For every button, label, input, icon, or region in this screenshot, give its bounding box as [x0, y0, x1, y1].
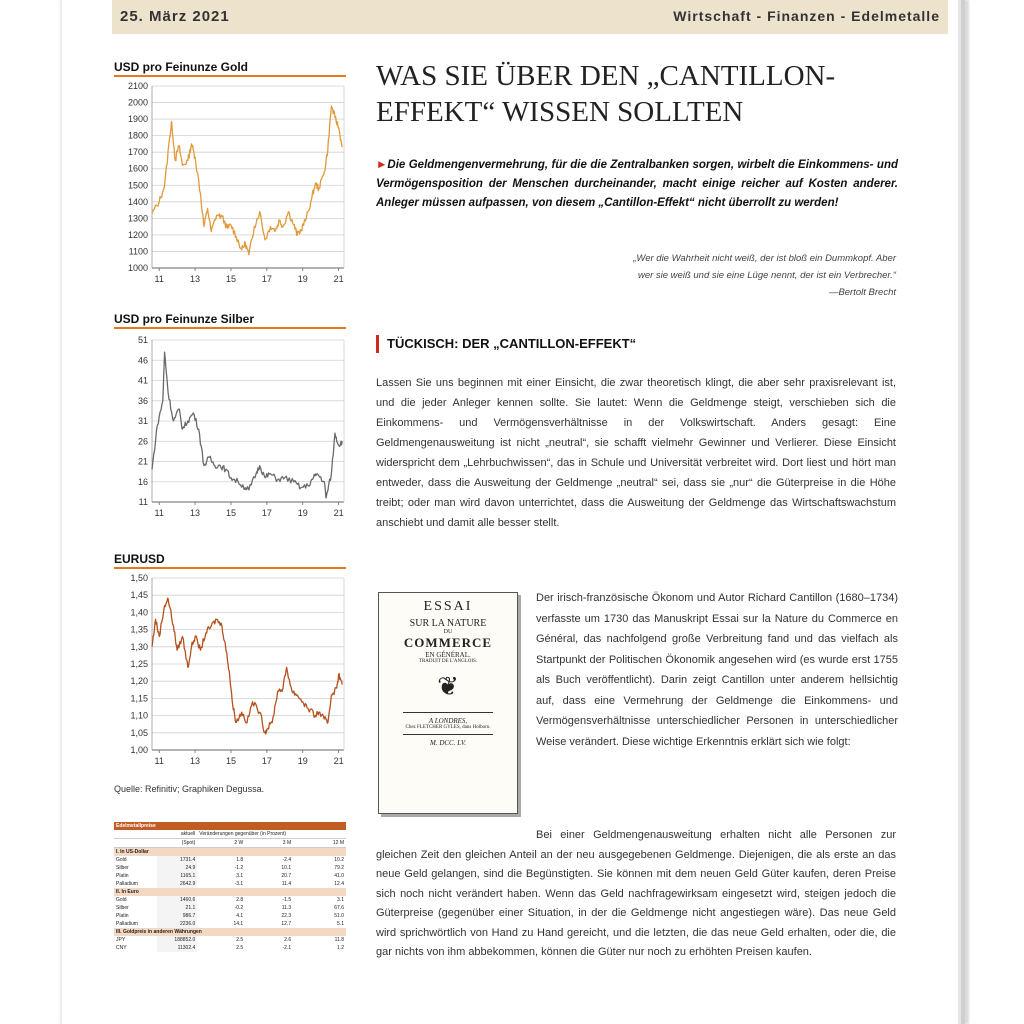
y-tick-label: 1000	[127, 263, 148, 273]
table-cell: 2.5	[236, 937, 244, 943]
y-tick-label: 1500	[127, 180, 148, 191]
y-tick-label: 1,10	[130, 710, 148, 721]
table-row	[114, 920, 346, 928]
y-tick-label: 1,25	[130, 659, 148, 669]
book-line: M. DCC. LV.	[430, 739, 466, 747]
lead-arrow-icon: ►	[376, 159, 388, 171]
table-cell: 5.1	[337, 921, 344, 927]
table-row-label: Platin	[116, 913, 129, 919]
eurusd-chart-title: EURUSD	[114, 552, 346, 569]
book-line: DU	[443, 629, 453, 635]
table-row	[114, 904, 346, 912]
table-cell: -2.1	[282, 945, 292, 951]
chart-source: Quelle: Refinitiv; Graphiken Degussa.	[114, 784, 265, 794]
y-tick-label: 1600	[127, 163, 148, 174]
book-line: A LONDRES,	[428, 717, 468, 725]
x-tick-label: 21	[333, 274, 344, 284]
y-tick-label: 1200	[127, 229, 148, 240]
book-line: TRADUIT DE L'ANGLOIS.	[418, 659, 478, 664]
table-cell: 41.0	[334, 873, 344, 879]
x-tick-label: 15	[225, 274, 236, 284]
y-tick-label: 1,30	[130, 641, 148, 652]
y-tick-label: 31	[137, 416, 148, 426]
book-line: Chez FLETCHER GYLES, dans Holborn.	[405, 725, 491, 730]
x-tick-label: 19	[297, 274, 308, 284]
article-title-line: WAS SIE ÜBER DEN „CANTILLON-	[376, 60, 836, 92]
x-tick-label: 17	[261, 756, 272, 766]
table-cell: 11.8	[334, 937, 344, 943]
table-cell: -3.1	[234, 881, 244, 887]
table-cell: 12.4	[334, 881, 344, 887]
book-ornament-icon: ❦	[437, 672, 459, 701]
page-header	[112, 0, 948, 34]
x-tick-label: 11	[154, 756, 164, 766]
y-tick-label: 1,05	[130, 727, 148, 738]
table-cell: 2236.0	[157, 920, 198, 928]
paragraph-2: Der irisch-französische Ökonom und Autor Richard Cantillon (1680–1734) verfasste um 1730 das Manuskript Essai sur la Nature du Commerce en Général, das nachfolgend große Verbreitung fand und das vielfach als Startpunkt der Politischen Ökonomik angesehen wird (es wurde erst 1755 als Buch veröffentlicht). Darin zeigt Cantillon unter anderem hellsichtig auf, dass eine Vermehrung der Geldmenge die Einkommens- und Vermögensverhältnisse unterschiedlicher Personen in unterschiedlicher Weise verändert. Diese wichtige Erkenntnis erklärt sich wie folgt:	[536, 592, 898, 748]
x-tick-label: 13	[190, 508, 201, 518]
table-row	[114, 872, 346, 880]
table-row	[114, 944, 346, 952]
article-title	[376, 58, 896, 130]
table-cell: 1165.1	[157, 872, 198, 880]
quote-line: „Wer die Wahrheit nicht weiß, der ist bloß ein Dummkopf. Aber	[633, 253, 896, 264]
y-tick-label: 2100	[127, 81, 148, 91]
table-cell: 1.8	[236, 857, 244, 863]
table-row-label: Palladium	[116, 921, 138, 927]
header-section: Wirtschaft - Finanzen - Edelmetalle	[673, 8, 940, 24]
article-lead	[376, 156, 898, 213]
silver-chart-svg	[112, 334, 352, 524]
book-line: SUR LA NATURE	[409, 618, 487, 629]
y-tick-label: 2000	[127, 97, 148, 108]
table-sub-header: 3 M	[245, 839, 293, 848]
metals-table	[114, 822, 346, 952]
table-col-header: aktuell	[157, 830, 198, 839]
table-row-label: Platin	[116, 873, 129, 879]
table-cell: 79.2	[334, 865, 344, 871]
table-cell: 3.1	[236, 873, 244, 879]
y-tick-label: 51	[137, 335, 148, 345]
x-tick-label: 21	[333, 508, 344, 518]
table-cell: -1.5	[282, 897, 292, 903]
gold-chart	[112, 80, 352, 290]
y-tick-label: 1,50	[130, 573, 148, 583]
table-cell: 11302.4	[157, 944, 198, 952]
x-tick-label: 17	[261, 508, 272, 518]
silver-chart	[112, 334, 352, 524]
lead-text: Die Geldmengenvermehrung, für die die Zentralbanken sorgen, wirbelt die Einkommens- und Vermögensposition der Menschen durcheinander, macht einige reicher auf Kosten anderer. Anleger müssen aufpassen, von diesem „Cantillon-Effekt“ nicht überrollt zu werden!	[376, 159, 898, 209]
table-row	[114, 896, 346, 904]
table-cell: 22.3	[281, 913, 292, 919]
x-tick-label: 21	[333, 756, 344, 766]
y-tick-label: 1,00	[130, 745, 148, 755]
table-cell: 1.2	[337, 945, 344, 951]
x-tick-label: 13	[190, 274, 201, 284]
table-cell: 3.1	[337, 897, 344, 903]
x-tick-label: 17	[261, 274, 272, 284]
book-line: EN GÉNÉRAL.	[425, 651, 471, 659]
table-cell: 24.9	[157, 864, 198, 872]
y-tick-label: 1300	[127, 213, 148, 224]
table-cell: 188852.0	[157, 936, 198, 944]
table-row	[114, 936, 346, 944]
table-title: Edelmetallpreise	[114, 822, 346, 830]
x-tick-label: 11	[154, 508, 164, 518]
y-tick-label: 36	[137, 395, 148, 406]
table-row	[114, 880, 346, 888]
y-tick-label: 1900	[127, 114, 148, 125]
article-title-line: EFFEKT“ WISSEN SOLLTEN	[376, 96, 744, 128]
table-cell: 10.2	[334, 857, 344, 863]
y-tick-label: 1400	[127, 196, 148, 207]
header-date: 25. März 2021	[120, 8, 230, 25]
table-row-label: Silber	[116, 905, 129, 911]
table-sub-header: 2 W	[197, 839, 245, 848]
table-cell: 2.5	[236, 945, 244, 951]
epigraph-quote	[492, 250, 896, 301]
table-row	[114, 856, 346, 864]
table-cell: 986.7	[157, 912, 198, 920]
table-cell: 2.8	[236, 897, 244, 903]
y-tick-label: 1100	[128, 246, 148, 257]
book-line: COMMERCE	[403, 635, 493, 650]
table-row-label: Gold	[116, 857, 127, 863]
x-tick-label: 13	[190, 756, 201, 766]
series-line	[152, 598, 342, 734]
table-row-label: JPY	[116, 937, 126, 943]
quote-author: —Bertolt Brecht	[828, 287, 896, 298]
page-sheet	[62, 0, 958, 1024]
table-cell: 2.6	[284, 937, 292, 943]
book-title: ESSAI	[423, 599, 473, 614]
paragraph-3: Bei einer Geldmengenausweitung erhalten nicht alle Personen zur gleichen Zeit den gleichen Anteil an der neu ausgegebenen Geldmenge. Diejenigen, die als erste an das neue Geld gelangen, sind die Begünstigten. Sie können mit dem neuen Geld Güter kaufen, deren Preise sich noch nicht verändert haben. Wenn das Geld nachfragewirksam eingesetzt wird, steigen jedoch die Güterpreise (gegenüber einer Situation, in der die Geldmenge nicht angestiegen wäre). Das neue Geld wird sprichwörtlich von Hand zu Hand gereicht, und die letzten, die das neue Geld erhalten, oder die, die gar nichts von ihm abbekommen, können die Güter nur noch zu erhöhten Preisen kaufen.	[376, 829, 896, 958]
table-cell: 14.1	[233, 921, 244, 927]
y-tick-label: 21	[137, 456, 148, 467]
x-tick-label: 15	[225, 508, 236, 518]
y-tick-label: 1700	[127, 147, 148, 158]
y-tick-label: 26	[137, 436, 148, 447]
gold-chart-title: USD pro Feinunze Gold	[114, 60, 346, 77]
table-cell: 51.0	[334, 913, 344, 919]
table-cell: 21.1	[157, 904, 198, 912]
table-section-label: III. Goldpreis in anderen Währungen	[114, 928, 346, 936]
table-cell: 2642.9	[157, 880, 198, 888]
table-col-header: Veränderungen gegenüber (in Prozent)	[197, 830, 346, 839]
table-cell: 11.3	[281, 905, 292, 911]
table-sub-header: 12 M	[293, 839, 346, 848]
eurusd-chart	[112, 572, 352, 772]
table-section-label: II. In Euro	[114, 888, 346, 896]
table-cell: 67.6	[334, 905, 344, 911]
table-cell: 1460.6	[157, 896, 198, 904]
table-cell: 20.7	[281, 873, 292, 879]
y-tick-label: 1,40	[130, 607, 148, 618]
y-tick-label: 1,20	[130, 676, 148, 687]
y-tick-label: 11	[138, 497, 148, 507]
x-tick-label: 11	[154, 274, 164, 284]
y-tick-label: 1,15	[130, 693, 148, 704]
x-tick-label: 19	[297, 508, 308, 518]
table-row-label: Gold	[116, 897, 127, 903]
table-row-label: Silber	[116, 865, 129, 871]
table-section-label: I. In US-Dollar	[114, 848, 346, 857]
y-tick-label: 46	[137, 355, 148, 366]
table-cell: -0.2	[234, 905, 244, 911]
silver-chart-title: USD pro Feinunze Silber	[114, 312, 346, 329]
eurusd-chart-svg	[112, 572, 352, 772]
table-cell: 1731.4	[157, 856, 198, 864]
table-sub-header: (Spot)	[157, 839, 198, 848]
y-tick-label: 16	[137, 476, 148, 487]
table-row	[114, 864, 346, 872]
x-tick-label: 19	[297, 756, 308, 766]
table-row-label: Palladium	[116, 881, 138, 887]
y-tick-label: 1800	[127, 130, 148, 141]
y-tick-label: 41	[137, 375, 148, 386]
paragraph-1: Lassen Sie uns beginnen mit einer Einsicht, die zwar theoretisch klingt, die aber sehr praxisrelevant ist, und die jeder Anleger kennen sollte. Sie lautet: Wenn die Geldmenge steigt, verschieben sich die Einkommens- und Vermögensverhältnisse in der Volkswirtschaft. Anders gesagt: Eine Geldmengenausweitung ist nicht „neutral“, sie schafft vielmehr Gewinner und Verlierer. Diese Einsicht widerspricht dem „Lehrbuchwissen“, das in Schule und Universität verbreitet wird. Dort liest und hört man entweder, dass die Ausweitung der Geldmenge „neutral“ sei, dass sie „nur“ die Güterpreise in die Höhe treibt; oder man wird davon unterrichtet, dass die Ausweitung der Geldmenge das Wirtschaftswachstum anschiebt und damit alle besser stellt.	[376, 377, 896, 529]
table-cell: -1.2	[234, 865, 244, 871]
gold-chart-svg	[112, 80, 352, 290]
y-tick-label: 1,35	[130, 624, 148, 635]
book-cover-image	[378, 592, 518, 814]
series-line	[152, 352, 342, 498]
section-heading: TÜCKISCH: DER „CANTILLON-EFFEKT“	[376, 335, 636, 353]
x-tick-label: 15	[225, 756, 236, 766]
y-tick-label: 1,45	[130, 590, 148, 601]
quote-line: wer sie weiß und sie eine Lüge nennt, der ist ein Verbrecher.“	[637, 270, 896, 281]
series-line	[152, 106, 342, 255]
table-cell: 11.4	[281, 881, 292, 887]
table-cell: -2.4	[282, 857, 292, 863]
table-cell: 4.1	[236, 913, 244, 919]
table-row-label: CNY	[116, 945, 127, 951]
table-cell: 10.1	[281, 865, 292, 871]
table-cell: 12.7	[281, 921, 292, 927]
table-row	[114, 912, 346, 920]
